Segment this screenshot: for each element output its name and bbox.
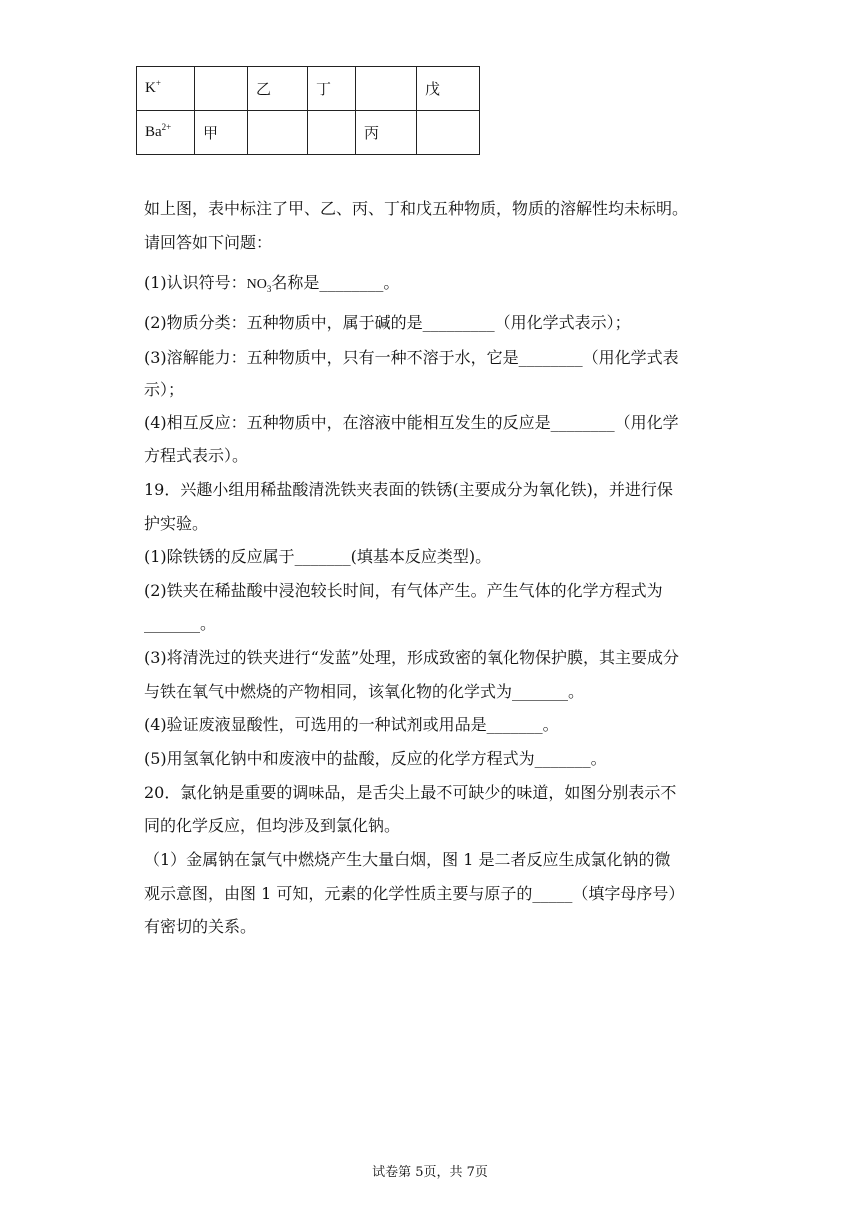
text-line: (3)将清洗过的铁夹进行“发蓝”处理，形成致密的氧化物保护膜，其主要成分 xyxy=(144,648,680,667)
text-line: 同的化学反应，但均涉及到氯化钠。 xyxy=(144,816,401,835)
table-cell xyxy=(248,111,308,155)
text-line: 有密切的关系。 xyxy=(144,917,257,936)
table-cell xyxy=(195,67,248,111)
table-cell: 丁 xyxy=(308,67,356,111)
text-line: （1）金属钠在氯气中燃烧产生大量白烟，图 1 是二者反应生成氯化钠的微 xyxy=(144,850,671,869)
table-row xyxy=(137,67,480,111)
table-cell xyxy=(417,111,480,155)
text-line: (5)用氢氧化钠中和废液中的盐酸，反应的化学方程式为_______。 xyxy=(144,749,607,768)
text-line: 与铁在氧气中燃烧的产物相同，该氧化物的化学式为_______。 xyxy=(144,682,585,701)
table-cell: 甲 xyxy=(195,111,248,155)
text-line: 示）； xyxy=(144,380,185,399)
text-line: 如上图，表中标注了甲、乙、丙、丁和戊五种物质，物质的溶解性均未标明。 xyxy=(144,199,689,218)
table-cell: 丙 xyxy=(356,111,417,155)
table-row xyxy=(137,111,480,155)
text-line: (3)溶解能力：五种物质中，只有一种不溶于水，它是________（用化学式表 xyxy=(144,348,679,367)
text-line: (4)相互反应：五种物质中，在溶液中能相互发生的反应是________（用化学 xyxy=(144,413,679,432)
text-line: 观示意图，由图 1 可知，元素的化学性质主要与原子的_____（填字母序号） xyxy=(144,884,685,903)
table-cell xyxy=(308,111,356,155)
text-line: (1)除铁锈的反应属于_______(填基本反应类型)。 xyxy=(144,547,492,566)
text-line: (4)验证废液显酸性，可选用的一种试剂或用品是_______。 xyxy=(144,715,559,734)
table-cell xyxy=(356,67,417,111)
table-cell: 乙 xyxy=(248,67,308,111)
ion-cell: $Ba^{2+}$ xyxy=(137,111,195,155)
text-line: 请回答如下问题： xyxy=(144,233,273,252)
solubility-table xyxy=(136,66,480,155)
text-line: 20．氯化钠是重要的调味品，是舌尖上最不可缺少的味道，如图分别表示不 xyxy=(144,783,677,802)
ion-cell: K+ xyxy=(137,67,195,111)
text-line: (2)物质分类：五种物质中，属于碱的是_________（用化学式表示）； xyxy=(144,313,631,332)
page-footer: 试卷第 5页，共 7页 xyxy=(372,1165,488,1180)
table-cell: 戊 xyxy=(417,67,480,111)
text-line: _______。 xyxy=(144,614,217,633)
text-line: 护实验。 xyxy=(144,514,209,533)
text-line: 方程式表示）。 xyxy=(144,446,249,465)
text-line: 19．兴趣小组用稀盐酸清洗铁夹表面的铁锈(主要成分为氧化铁)，并进行保 xyxy=(144,480,673,499)
text-line: (2)铁夹在稀盐酸中浸泡较长时间，有气体产生。产生气体的化学方程式为 xyxy=(144,581,663,600)
question-1-line: (1)认识符号：$NO_3$名称是________。 xyxy=(144,273,400,294)
